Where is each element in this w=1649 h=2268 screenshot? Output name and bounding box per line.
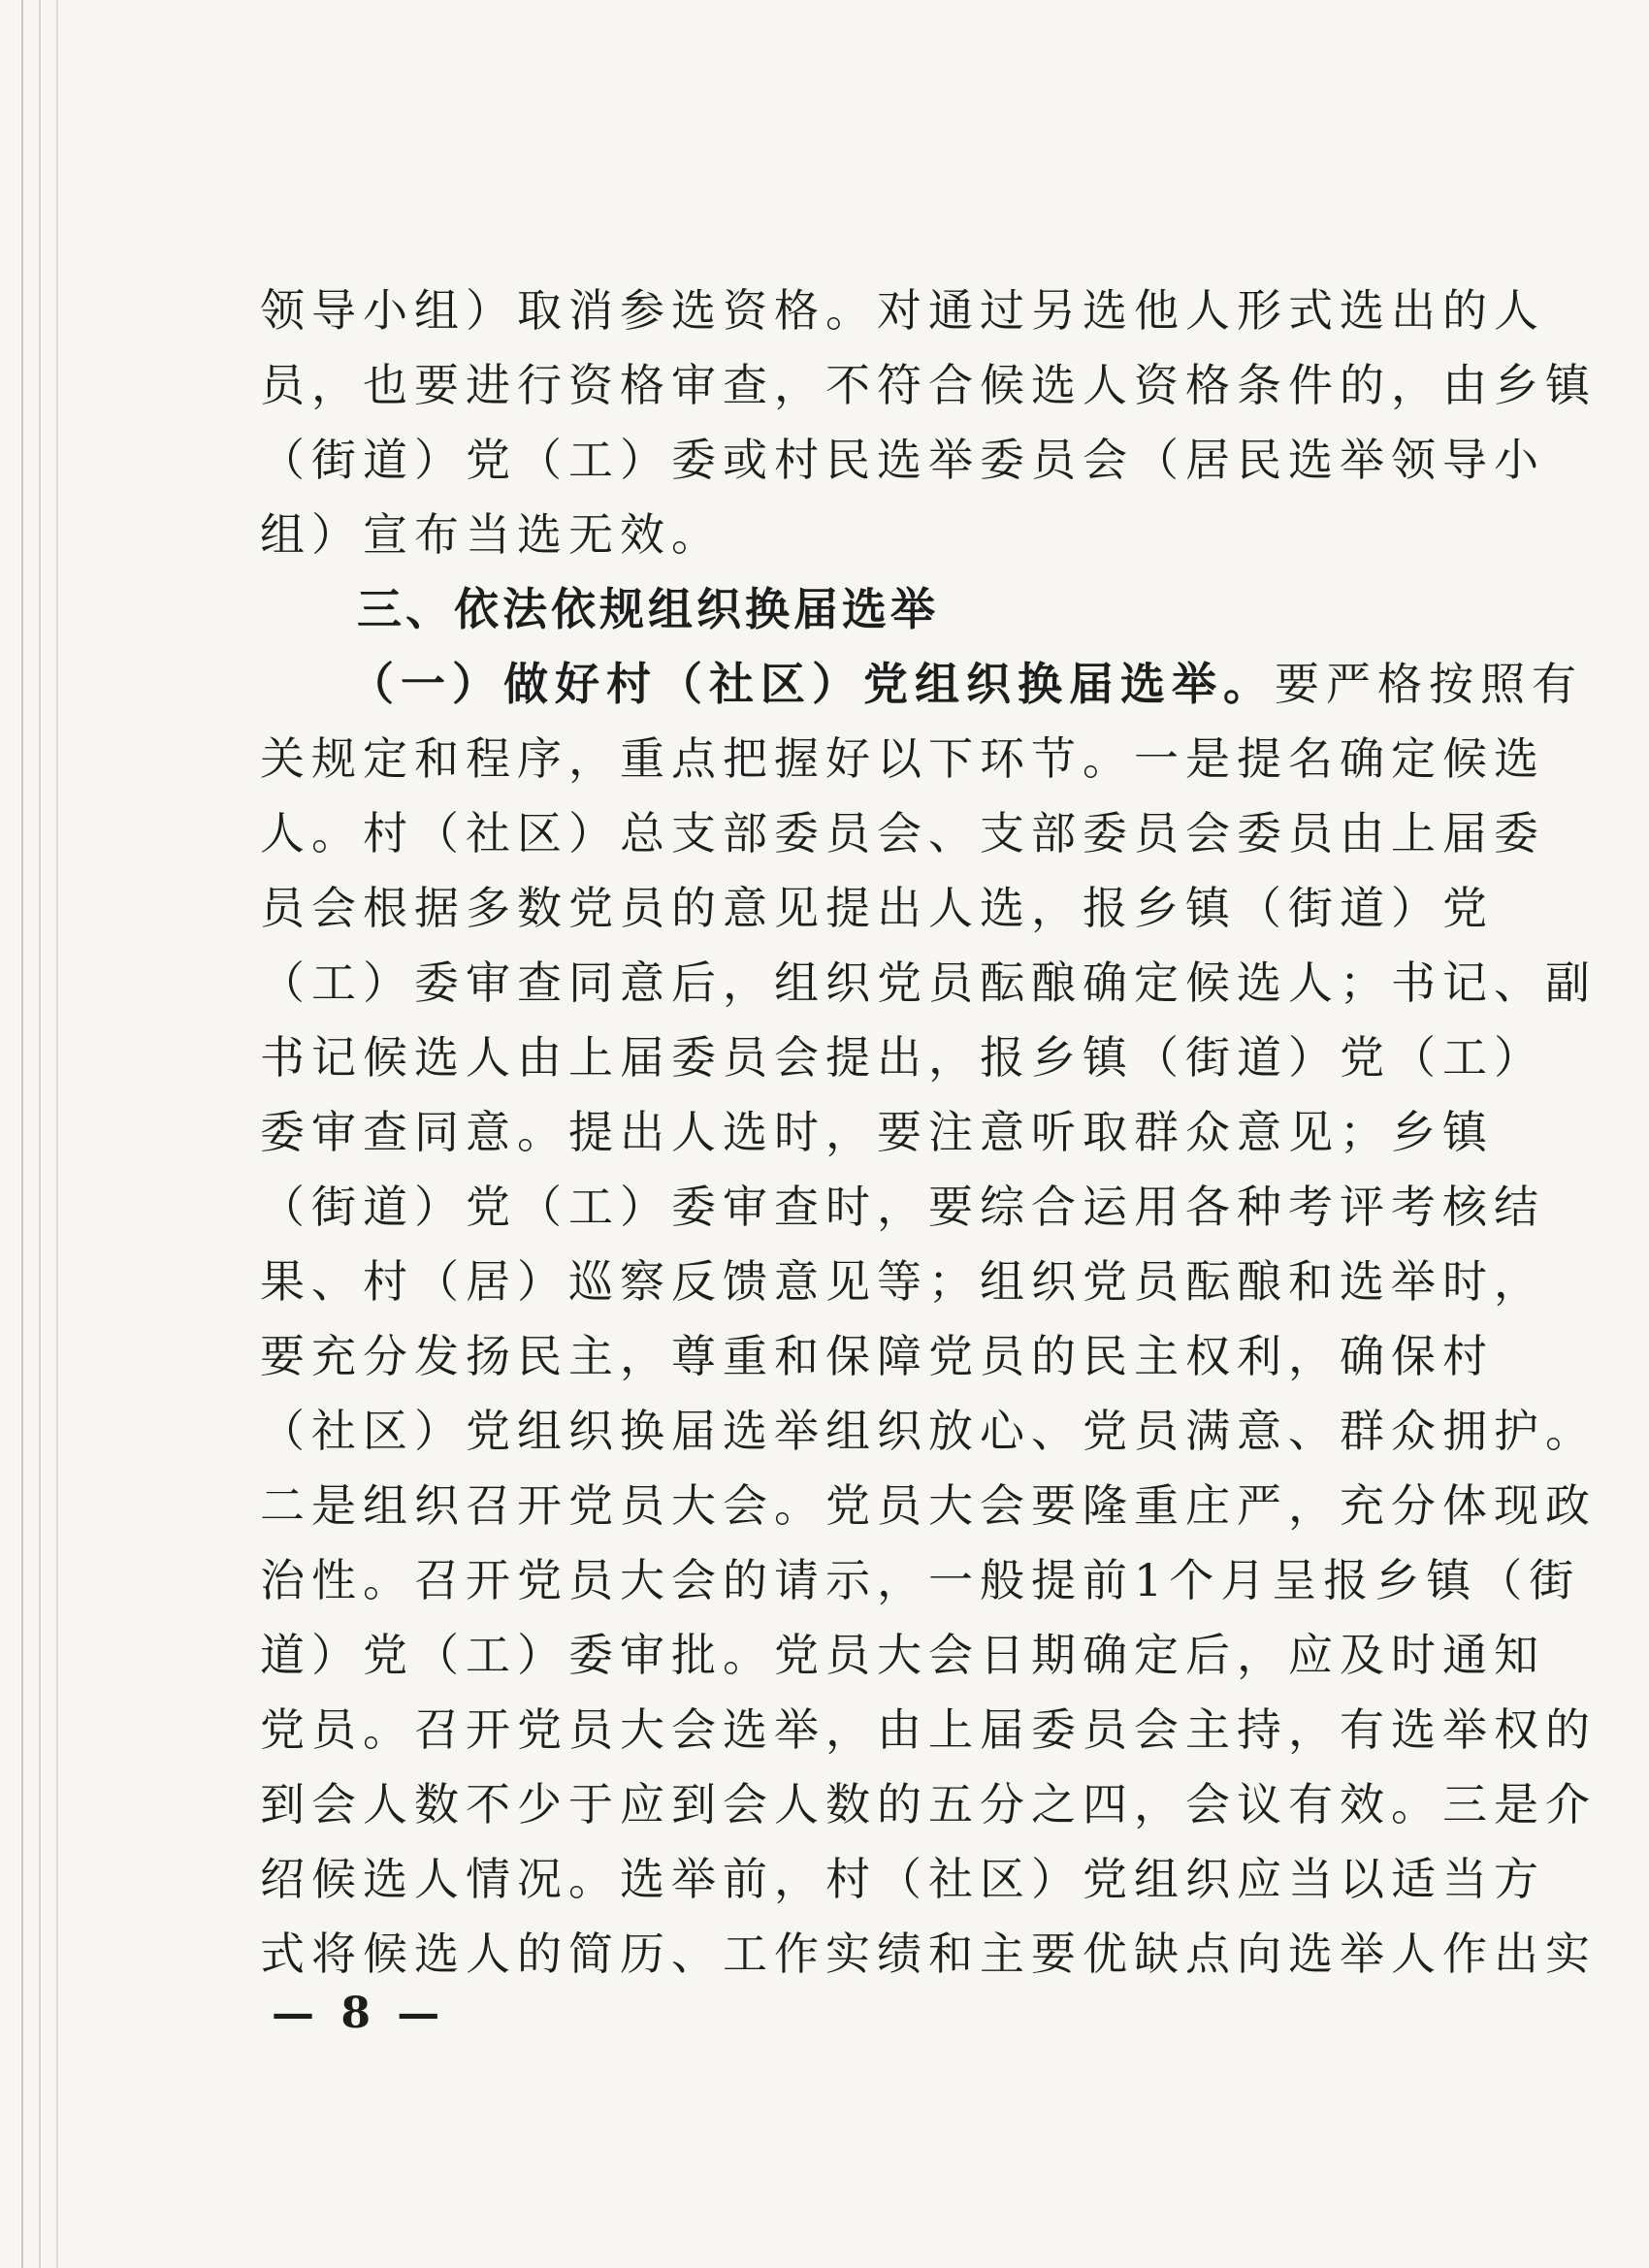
text-line: 书记候选人由上届委员会提出，报乡镇（街道）党（工）: [260, 1031, 1545, 1084]
binding-edge-line: [56, 0, 58, 2268]
text-line: 果、村（居）巡察反馈意见等；组织党员酝酿和选举时，: [260, 1255, 1545, 1308]
text-line: 到会人数不少于应到会人数的五分之四，会议有效。三是介: [260, 1778, 1597, 1831]
text-line: 党员。召开党员大会选举，由上届委员会主持，有选举权的: [260, 1703, 1597, 1756]
text-line: 二是组织召开党员大会。党员大会要隆重庄严，充分体现政: [260, 1479, 1597, 1532]
text-line: 绍候选人情况。选举前，村（社区）党组织应当以适当方: [260, 1853, 1545, 1905]
text-line: 员，也要进行资格审查，不符合候选人资格条件的，由乡镇: [260, 359, 1597, 411]
paragraph-lead-line: [260, 647, 1583, 722]
paragraph-lead-bold: （一）做好村（社区）党组织换届选举。: [349, 658, 1275, 710]
text-line: 员会根据多数党员的意见提出人选，报乡镇（街道）党: [260, 882, 1494, 934]
page-body: [260, 274, 1597, 1992]
text-line: （社区）党组织换届选举组织放心、党员满意、群众拥护。: [260, 1405, 1597, 1457]
text-line: （街道）党（工）委或村民选举委员会（居民选举领导小: [260, 434, 1545, 486]
text-line: （街道）党（工）委审查时，要综合运用各种考评考核结: [260, 1181, 1545, 1233]
page-number: — 8 —: [272, 1989, 446, 2038]
paragraph-lead-rest: 要严格按照有: [1275, 658, 1583, 710]
text-line: 式将候选人的简历、工作实绩和主要优缺点向选举人作出实: [260, 1928, 1597, 1980]
text-line: 委审查同意。提出人选时，要注意听取群众意见；乡镇: [260, 1106, 1494, 1158]
text-line: 组）宣布当选无效。: [260, 508, 723, 561]
text-line: （工）委审查同意后，组织党员酝酿确定候选人；书记、副: [260, 956, 1597, 1009]
text-line: 道）党（工）委审批。党员大会日期确定后，应及时通知: [260, 1629, 1545, 1681]
text-line: 要充分发扬民主，尊重和保障党员的民主权利，确保村: [260, 1330, 1494, 1382]
text-line: 人。村（社区）总支部委员会、支部委员会委员由上届委: [260, 807, 1545, 859]
text-line: 领导小组）取消参选资格。对通过另选他人形式选出的人: [260, 284, 1545, 337]
binding-edge-line: [21, 0, 23, 2268]
text-line: 关规定和程序，重点把握好以下环节。一是提名确定候选: [260, 732, 1545, 785]
binding-edge-line: [39, 0, 41, 2268]
section-heading: 三、依法依规组织换届选举: [357, 583, 939, 635]
text-line: 治性。召开党员大会的请示，一般提前1个月呈报乡镇（街: [260, 1554, 1581, 1606]
